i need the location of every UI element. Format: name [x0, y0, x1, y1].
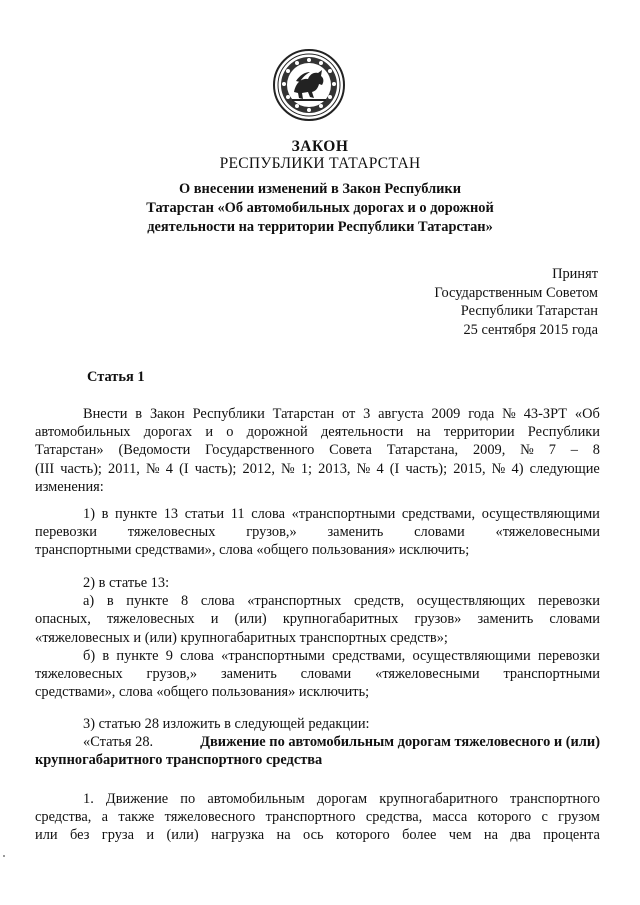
text-line: опасных, тяжеловесных и (или) крупногабаритных грузов» заменить словами: [35, 611, 600, 628]
text-line: тяжеловесных грузов,» заменить словами «тяжеловесными транспортными: [35, 666, 600, 683]
law-heading: ЗАКОН: [291, 138, 349, 155]
article-heading: Статья 1: [87, 369, 145, 385]
article-28-title: Движение по автомобильным дорогам тяжеловесного и (или): [200, 734, 600, 751]
text-line: средствами», слова «общего пользования» исключить;: [35, 684, 370, 701]
adoption-line: Государственным Советом: [434, 284, 598, 301]
text-line: б) в пункте 9 слова «транспортными средствами, осуществляющими перевозки: [83, 647, 600, 664]
text-line: изменения:: [35, 478, 104, 495]
text-line: 2) в статье 13:: [83, 575, 170, 591]
intro-paragraph: [35, 405, 600, 496]
item-3-paragraph: [35, 715, 600, 770]
text-line: автомобильных дорогах и о дорожной деятельности на территории Республики: [35, 424, 600, 441]
adoption-line: Республики Татарстан: [460, 303, 598, 320]
text-line: а) в пункте 8 слова «транспортных средств, осуществляющих перевозки: [83, 593, 600, 610]
text-line: транспортными средствами», слова «общего пользования» исключить;: [35, 542, 470, 559]
text-line: (III часть); 2011, № 4 (I часть); 2012, № 1; 2013, № 4 (I часть); 2015, № 4) следующие: [35, 460, 600, 477]
law-title-line: О внесении изменений в Закон Республики: [178, 181, 462, 197]
item-1-paragraph: [35, 505, 600, 560]
scan-artifact: [3, 855, 5, 857]
item-2-paragraph: [35, 574, 600, 701]
adoption-date: 25 сентября 2015 года: [463, 321, 598, 338]
coat-of-arms-emblem-icon: [272, 48, 346, 122]
law-title-line: деятельности на территории Республики Татарстан»: [147, 219, 493, 235]
text-line: средства, а также тяжеловесного транспортного средства, масса которого с грузом: [35, 809, 600, 826]
text-line: Внести в Закон Республики Татарстан от 3 августа 2009 года № 43-ЗРТ «Об: [83, 406, 600, 422]
article-28-title-line: [35, 733, 600, 751]
law-title-line: Татарстан «Об автомобильных дорогах и о дорожной: [146, 200, 494, 216]
item-3-point-1-paragraph: [35, 790, 600, 845]
text-line: перевозки тяжеловесных грузов,» заменить словами «тяжеловесными: [35, 524, 600, 541]
adoption-block: [434, 265, 598, 339]
text-line: 3) статью 28 изложить в следующей редакции:: [83, 716, 370, 732]
republic-heading: РЕСПУБЛИКИ ТАТАРСТАН: [219, 155, 421, 172]
law-title: [60, 180, 580, 237]
article-28-title-continued: крупногабаритного транспортного средства: [35, 752, 323, 769]
text-line: 1) в пункте 13 статьи 11 слова «транспортными средствами, осуществляющими: [83, 506, 600, 522]
text-line: Татарстан» (Ведомости Государственного Совета Татарстана, 2009, № 7 – 8: [35, 442, 600, 459]
article-28-prefix: «Статья 28.: [83, 734, 154, 751]
text-line: 1. Движение по автомобильным дорогам крупногабаритного транспортного: [83, 791, 600, 807]
text-line: или без груза и (или) нагрузка на ось которого более чем на два процента: [35, 827, 600, 844]
adoption-line: Принят: [552, 266, 598, 282]
text-line: «тяжеловесных и (или) крупногабаритных транспортных средств»;: [35, 629, 448, 646]
